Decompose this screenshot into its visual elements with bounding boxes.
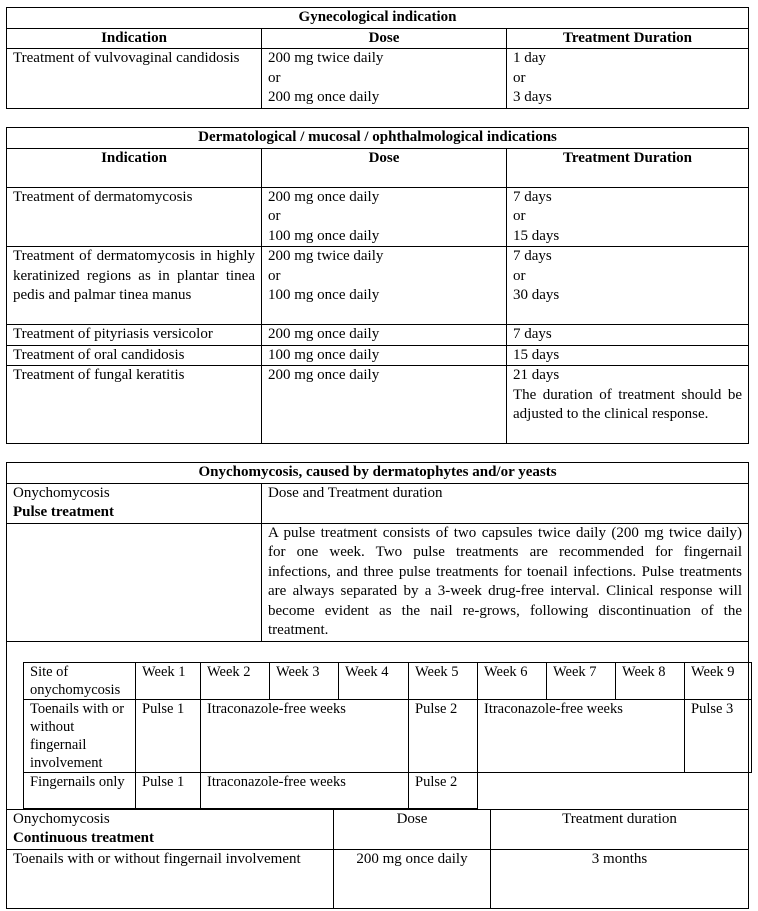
derm-dose xyxy=(262,247,507,325)
schedule-week-header: Week 2 xyxy=(201,662,270,699)
schedule-week-header: Week 6 xyxy=(478,662,547,699)
gyn-title: Gynecological indication xyxy=(7,8,749,29)
ony-schedule-cell xyxy=(7,641,749,809)
gyn-header-indication: Indication xyxy=(7,28,262,49)
derm-duration-line: 21 days xyxy=(513,367,560,383)
derm-dose-line: 100 mg once daily xyxy=(268,287,380,303)
dermatological-table xyxy=(6,127,749,444)
ony-pulse-header: Dose and Treatment duration xyxy=(262,483,749,523)
ony-pulse-sub: Pulse treatment xyxy=(13,504,114,520)
gyn-duration-line: 1 day xyxy=(513,50,546,66)
ony-cont-duration: 3 months xyxy=(491,849,749,908)
derm-duration-line: 7 days xyxy=(513,248,552,264)
schedule-week-header: Week 8 xyxy=(616,662,685,699)
ony-cont-dose: 200 mg once daily xyxy=(334,849,491,908)
derm-dose-line: 200 mg twice daily xyxy=(268,248,384,264)
gyn-duration xyxy=(507,49,749,109)
ony-pulse-label: Onychomycosis xyxy=(13,484,110,501)
derm-dose-line: 100 mg once daily xyxy=(268,227,380,244)
gyn-header-dose: Dose xyxy=(262,28,507,49)
ony-pulse-text: A pulse treatment consists of two capsules twice daily (200 mg twice daily) for one week. Two pulse treatments are recommended for fingernail infections, and three pulse treatments for toenail infections. Pulse treatments are always separated by a 3-week drug-free interval. Clinical response will become evident as the nail re-grows, following discontinuation of the treatment. xyxy=(262,523,749,641)
derm-duration-line: or xyxy=(513,208,526,224)
derm-duration-line: 30 days xyxy=(513,287,560,303)
derm-duration-note: The duration of treatment should be adjusted to the clinical response. xyxy=(513,386,743,422)
schedule-empty xyxy=(478,772,752,808)
gyn-dose-line: or xyxy=(268,69,281,86)
gyn-duration-line: 3 days xyxy=(513,89,552,105)
schedule-week-header: Week 4 xyxy=(339,662,409,699)
ony-cont-duration-header: Treatment duration xyxy=(491,809,749,849)
derm-indication: Treatment of dermatomycosis xyxy=(7,187,262,247)
derm-dose-line: or xyxy=(268,267,281,284)
ony-title: Onychomycosis, caused by dermatophytes and/or yeasts xyxy=(7,463,749,484)
schedule-week-header: Week 7 xyxy=(547,662,616,699)
derm-indication: Treatment of dermatomycosis in highly keratinized regions as in plantar tinea pedis and palmar tinea manus xyxy=(7,247,262,325)
ony-cont-dose-header: Dose xyxy=(334,809,491,849)
ony-cont-label: Onychomycosis xyxy=(13,810,110,827)
derm-dose-line: or xyxy=(268,208,281,224)
gyn-dose xyxy=(262,49,507,109)
derm-duration xyxy=(507,187,749,247)
schedule-week-header: Week 3 xyxy=(270,662,339,699)
derm-duration-line: 7 days xyxy=(513,188,552,205)
schedule-pulse: Pulse 1 xyxy=(136,772,201,808)
derm-header-duration: Treatment Duration xyxy=(507,148,749,187)
derm-dose: 200 mg once daily xyxy=(262,366,507,444)
ony-cont-label-cell xyxy=(7,809,334,849)
derm-duration-line: or xyxy=(513,267,526,284)
schedule-week-header: Week 5 xyxy=(409,662,478,699)
derm-duration: 7 days xyxy=(507,325,749,346)
schedule-pulse: Pulse 1 xyxy=(136,699,201,772)
gynecological-table xyxy=(6,7,749,109)
gyn-dose-line: 200 mg once daily xyxy=(268,89,380,105)
gyn-dose-line: 200 mg twice daily xyxy=(268,50,384,66)
schedule-site-header: Site of onychomycosis xyxy=(24,662,136,699)
onychomycosis-table xyxy=(6,462,749,909)
schedule-free-weeks: Itraconazole-free weeks xyxy=(478,699,685,772)
derm-dose xyxy=(262,187,507,247)
derm-duration-line: 15 days xyxy=(513,227,560,244)
derm-indication: Treatment of oral candidosis xyxy=(7,345,262,366)
schedule-fingernails-site: Fingernails only xyxy=(24,772,136,808)
schedule-free-weeks: Itraconazole-free weeks xyxy=(201,699,409,772)
ony-cont-sub: Continuous treatment xyxy=(13,830,154,846)
pulse-schedule-table xyxy=(23,662,752,809)
ony-pulse-label-cell xyxy=(7,483,262,523)
derm-header-indication: Indication xyxy=(7,148,262,187)
derm-dose-line: 200 mg once daily xyxy=(268,188,380,205)
derm-duration xyxy=(507,366,749,444)
schedule-pulse: Pulse 2 xyxy=(409,699,478,772)
gyn-header-duration: Treatment Duration xyxy=(507,28,749,49)
schedule-free-weeks: Itraconazole-free weeks xyxy=(201,772,409,808)
derm-header-dose: Dose xyxy=(262,148,507,187)
schedule-week-header: Week 9 xyxy=(685,662,752,699)
derm-dose: 200 mg once daily xyxy=(262,325,507,346)
ony-pulse-blank xyxy=(7,523,262,641)
derm-title: Dermatological / mucosal / ophthalmological indications xyxy=(7,128,749,149)
ony-cont-indication: Toenails with or without fingernail involvement xyxy=(7,849,334,908)
schedule-week-header: Week 1 xyxy=(136,662,201,699)
schedule-pulse: Pulse 2 xyxy=(409,772,478,808)
derm-duration xyxy=(507,247,749,325)
derm-indication: Treatment of pityriasis versicolor xyxy=(7,325,262,346)
derm-dose: 100 mg once daily xyxy=(262,345,507,366)
schedule-toenails-site: Toenails with or without fingernail involvement xyxy=(24,699,136,772)
gyn-indication: Treatment of vulvovaginal candidosis xyxy=(7,49,262,109)
gyn-duration-line: or xyxy=(513,69,526,86)
derm-duration: 15 days xyxy=(507,345,749,366)
derm-indication: Treatment of fungal keratitis xyxy=(7,366,262,444)
schedule-pulse: Pulse 3 xyxy=(685,699,752,772)
